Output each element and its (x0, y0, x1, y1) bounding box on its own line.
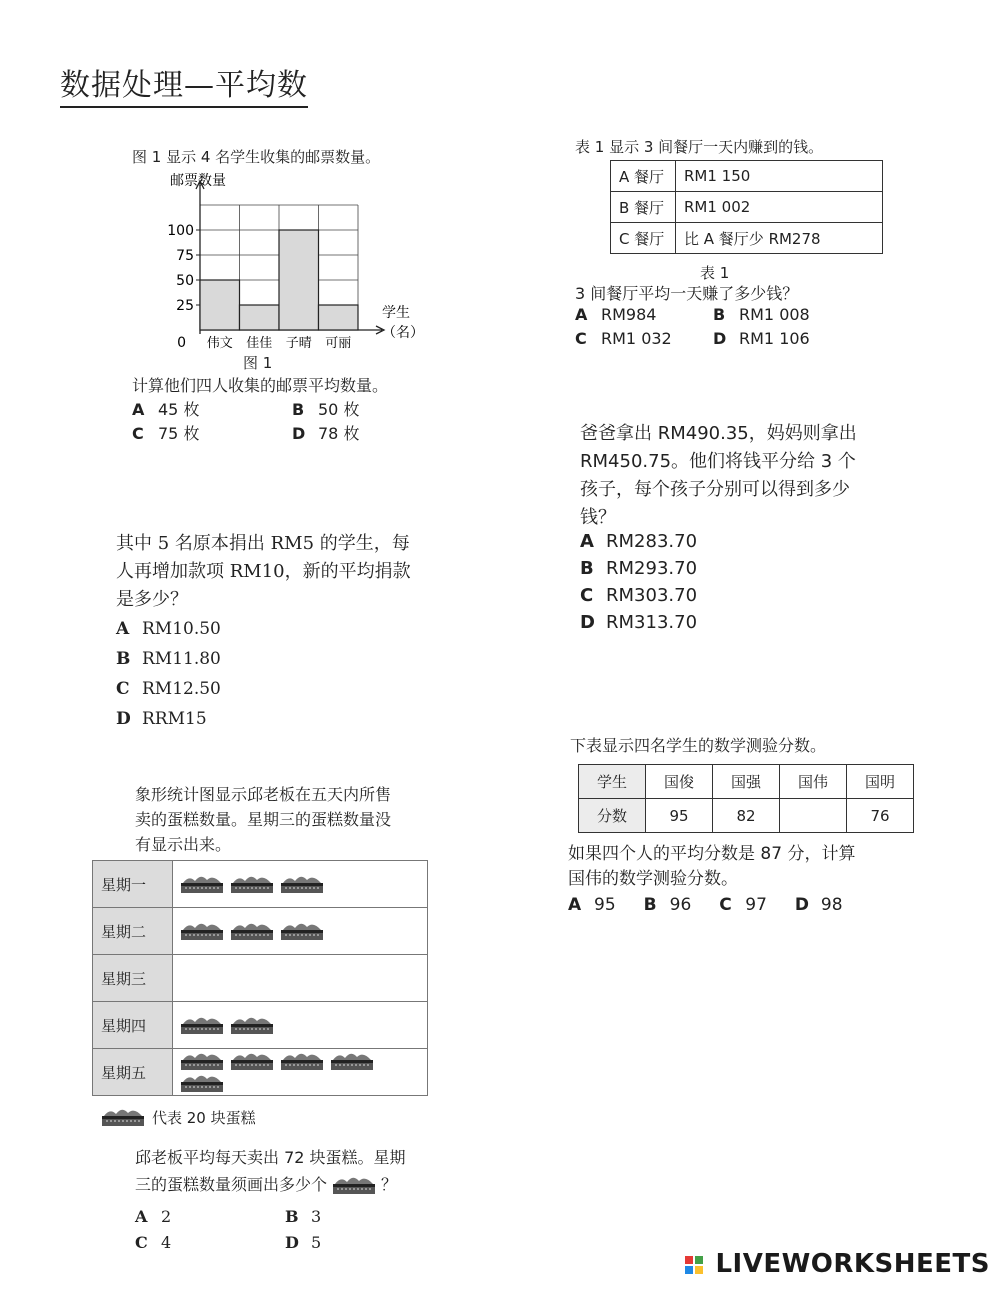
q3-option-d[interactable]: D RM313.70 (580, 612, 698, 633)
q1-option-a[interactable]: A 45 枚 (132, 400, 200, 419)
chart-x-label-2: （名） (382, 325, 424, 341)
x-tick-label: 伟文 (206, 336, 233, 351)
day-label: 星期五 (93, 1049, 173, 1096)
table-row: B 餐厅 RM1 002 (611, 192, 883, 223)
q1-bar-chart (150, 165, 430, 365)
x-tick-label: 佳佳 (246, 336, 273, 351)
q2-option-a[interactable]: A RM984 (575, 305, 657, 324)
logo-blocks-icon (684, 1255, 706, 1275)
q2-option-b[interactable]: B RM1 008 (713, 305, 810, 324)
cake-icon (179, 1014, 225, 1036)
day-label: 星期一 (93, 861, 173, 908)
q5-option-b[interactable]: B 96 (643, 895, 692, 915)
q6-options (135, 1204, 435, 1256)
cake-cell (173, 908, 428, 955)
cake-cell (173, 955, 428, 1002)
table-row: C 餐厅 比 A 餐厅少 RM278 (611, 223, 883, 254)
q6-option-c[interactable]: C 4 (135, 1233, 172, 1252)
q4-question: 其中 5 名原本捐出 RM5 的学生，每 人再增加款项 RM10，新的平均捐款 是多少？ (116, 533, 411, 610)
q1-caption: 图 1 (243, 354, 273, 372)
q3-option-b[interactable]: B RM293.70 (580, 558, 698, 579)
q2-caption: 表 1 (700, 264, 730, 282)
q4-option-a[interactable]: A RM10.50 (116, 619, 221, 639)
q5-question: 如果四个人的平均分数是 87 分，计算 国伟的数学测验分数。 (568, 844, 856, 889)
q1-options (132, 398, 452, 446)
q4-option-d[interactable]: D RRM15 (116, 709, 207, 729)
cake-icon (179, 920, 225, 942)
day-label: 星期二 (93, 908, 173, 955)
cake-cell (173, 861, 428, 908)
y-tick-label: 100 (167, 223, 194, 239)
q5-intro: 下表显示四名学生的数学测验分数。 (570, 736, 827, 755)
table-row (93, 861, 428, 908)
q1-option-d[interactable]: D 78 枚 (292, 424, 360, 443)
q4-option-b[interactable]: B RM11.80 (116, 649, 221, 669)
cake-icon (179, 1050, 225, 1072)
y-tick-label: 50 (176, 273, 194, 289)
y-tick-label: 25 (176, 298, 194, 314)
cake-icon (100, 1106, 148, 1128)
q3-option-a[interactable]: A RM283.70 (580, 531, 698, 552)
table-row (93, 955, 428, 1002)
chart-x-label-1: 学生 (382, 305, 410, 321)
y-tick-label: 75 (176, 248, 194, 264)
table-row: 学生 国俊 国强 国伟 国明 (579, 765, 914, 799)
q6-pictograph (92, 860, 428, 1096)
q3-option-c[interactable]: C RM303.70 (580, 585, 698, 606)
bar-可丽 (319, 305, 359, 330)
cake-icon (279, 1050, 325, 1072)
q4-option-c[interactable]: C RM12.50 (116, 679, 221, 699)
cake-icon (229, 1050, 275, 1072)
table-row (93, 908, 428, 955)
q6-question: 邱老板平均每天卖出 72 块蛋糕。星期 三的蛋糕数量须画出多少个 ？ (135, 1148, 406, 1194)
day-label: 星期三 (93, 955, 173, 1002)
q6-key: 代表 20 块蛋糕 (100, 1106, 256, 1128)
chart-y-label: 邮票数量 (170, 173, 226, 189)
y-tick-label: 0 (177, 335, 186, 351)
q6-option-a[interactable]: A 2 (135, 1207, 172, 1226)
q2-question: 3 间餐厅平均一天赚了多少钱？ (575, 284, 799, 303)
bar-子晴 (279, 230, 319, 330)
cake-icon (229, 873, 275, 895)
q2-table (610, 160, 883, 254)
cake-icon (329, 1050, 375, 1072)
page-title: 数据处理—平均数 (60, 60, 308, 108)
q2-option-c[interactable]: C RM1 032 (575, 329, 672, 348)
bar-伟文 (200, 280, 240, 330)
table-row (93, 1049, 428, 1096)
q1-option-c[interactable]: C 75 枚 (132, 424, 200, 443)
q5-option-c[interactable]: C 97 (719, 895, 767, 915)
q1-intro: 图 1 显示 4 名学生收集的邮票数量。 (132, 148, 381, 166)
q5-table (578, 764, 914, 833)
q1-question: 计算他们四人收集的邮票平均数量。 (132, 376, 389, 395)
q6-option-b[interactable]: B 3 (285, 1207, 322, 1226)
q3-options (580, 528, 697, 636)
q6-option-d[interactable]: D 5 (285, 1233, 322, 1252)
q4-options (116, 614, 221, 734)
q1-option-b[interactable]: B 50 枚 (292, 400, 360, 419)
cake-icon (229, 1014, 275, 1036)
x-tick-label: 可丽 (325, 336, 352, 351)
table-row (93, 1002, 428, 1049)
cake-icon (331, 1174, 377, 1196)
q6-intro: 象形统计图显示邱老板在五天内所售 卖的蛋糕数量。星期三的蛋糕数量没 有显示出来。 (135, 785, 392, 854)
day-label: 星期四 (93, 1002, 173, 1049)
bar-佳佳 (240, 305, 280, 330)
x-tick-label: 子晴 (285, 336, 312, 351)
cake-icon (229, 920, 275, 942)
q5-option-a[interactable]: A 95 (568, 895, 616, 915)
cake-icon (279, 873, 325, 895)
q5-option-d[interactable]: D 98 (794, 895, 843, 915)
table-row: A 餐厅 RM1 150 (611, 161, 883, 192)
q3-question: 爸爸拿出 RM490.35，妈妈则拿出 RM450.75。他们将钱平分给 3 个 孩子，每个孩子分别可以得到多少 钱？ (580, 423, 857, 528)
cake-cell (173, 1002, 428, 1049)
cake-cell (173, 1049, 428, 1096)
q2-intro: 表 1 显示 3 间餐厅一天内赚到的钱。 (575, 138, 824, 156)
liveworksheets-logo: LIVEWORKSHEETS (684, 1249, 990, 1279)
q2-options (575, 303, 853, 351)
q2-option-d[interactable]: D RM1 106 (713, 329, 810, 348)
cake-icon (179, 1072, 225, 1094)
cake-icon (279, 920, 325, 942)
q5-options (568, 893, 843, 917)
table-row: 分数 95 82 76 (579, 799, 914, 833)
cake-icon (179, 873, 225, 895)
